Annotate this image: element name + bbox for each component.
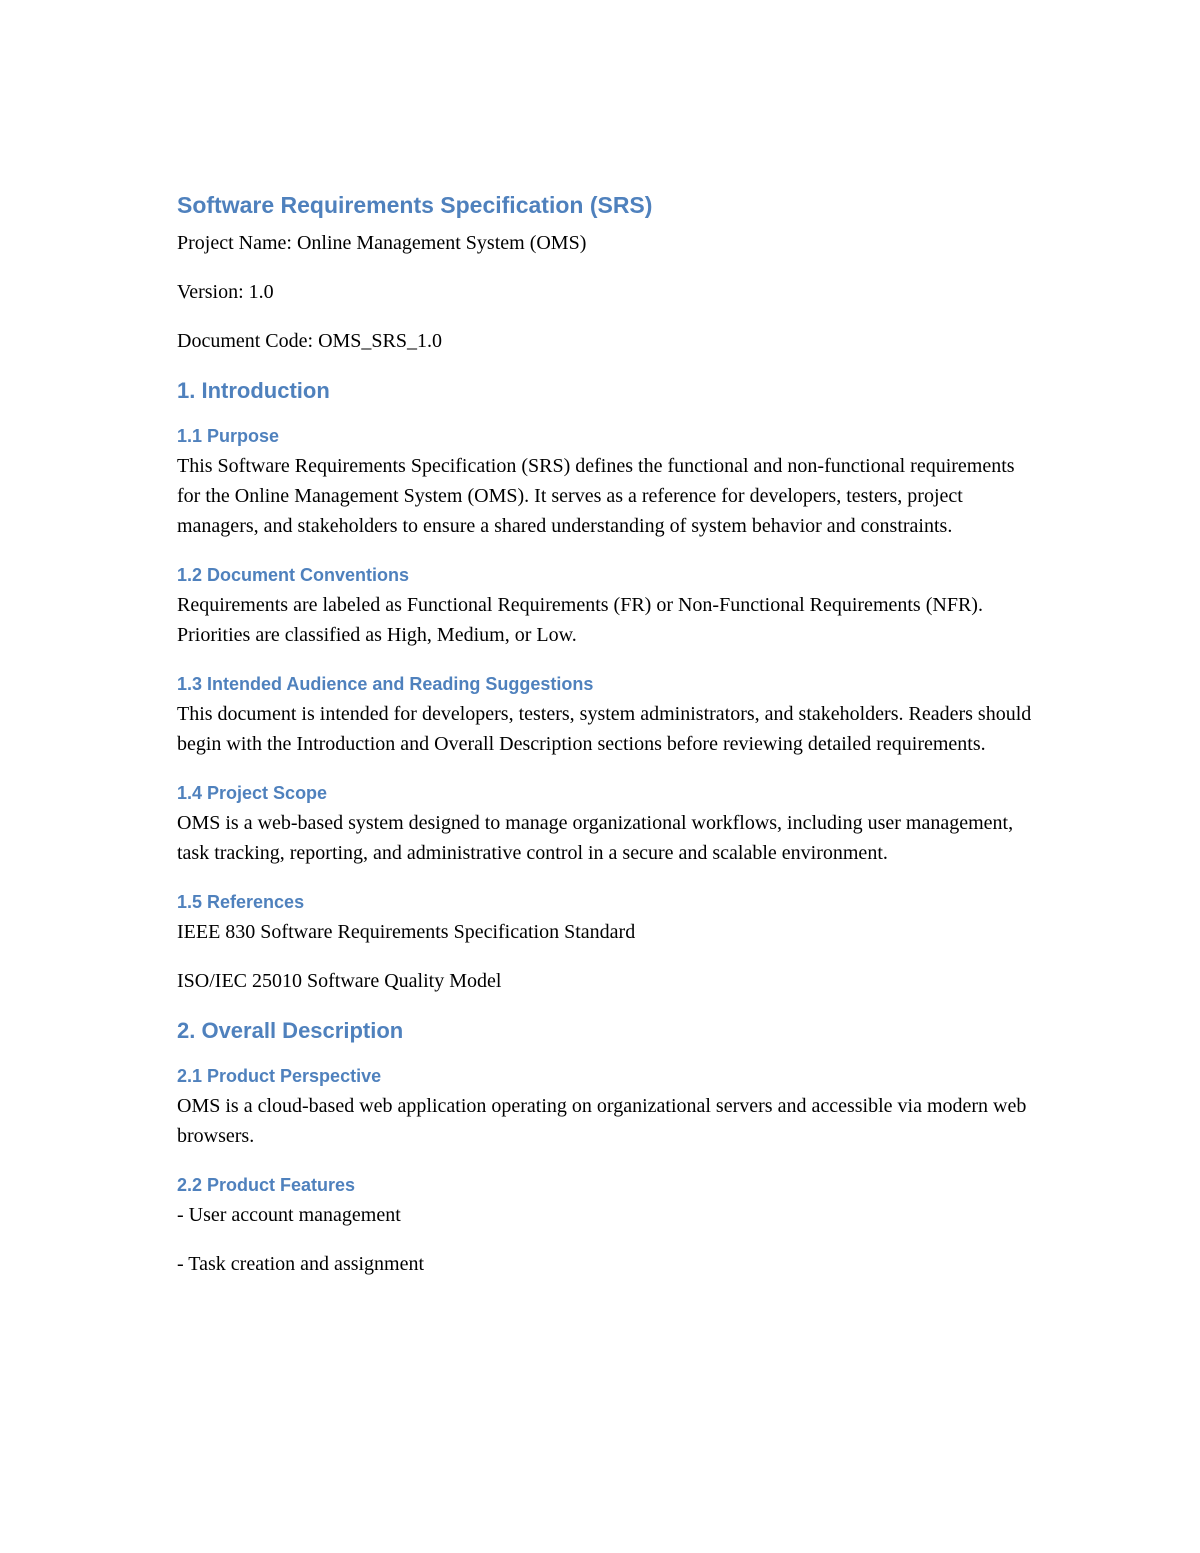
purpose-body: This Software Requirements Specification (SRS) defines the functional and non-functional requirements for the Online Management System (OMS). It serves as a reference for developers, testers, project managers, and stakeholders to ensure a shared understanding of system behavior and constraints. [177,455,1015,537]
subsection-heading-scope: 1.4 Project Scope [177,783,328,803]
reference-item: ISO/IEC 25010 Software Quality Model [177,970,502,992]
conventions-body: Requirements are labeled as Functional Requirements (FR) or Non-Functional Requirements (NFR). Priorities are classified as High, Medium, or Low. [177,594,983,646]
product-perspective-body: OMS is a cloud-based web application operating on organizational servers and accessible via modern web browsers. [177,1095,1027,1147]
reference-item: IEEE 830 Software Requirements Specification Standard [177,921,636,943]
subsection-heading-purpose: 1.1 Purpose [177,426,280,446]
document-page [177,188,1037,1298]
section-heading-overall-description: 2. Overall Description [177,1018,404,1043]
scope-body: OMS is a web-based system designed to manage organizational workflows, including user management, task tracking, reporting, and administrative control in a secure and scalable environment. [177,812,1014,864]
feature-item: - User account management [177,1204,401,1226]
audience-body: This document is intended for developers, testers, system administrators, and stakeholders. Readers should begin with the Introduction and Overall Description sections before reviewing detailed requirements. [177,703,1032,755]
subsection-heading-audience: 1.3 Intended Audience and Reading Suggestions [177,674,594,694]
subsection-heading-references: 1.5 References [177,892,305,912]
document-title: Software Requirements Specification (SRS) [177,192,653,218]
version: Version: 1.0 [177,281,274,303]
feature-item: - Task creation and assignment [177,1253,425,1275]
subsection-heading-product-features: 2.2 Product Features [177,1175,356,1195]
subsection-heading-product-perspective: 2.1 Product Perspective [177,1066,382,1086]
document-code: Document Code: OMS_SRS_1.0 [177,330,443,352]
subsection-heading-conventions: 1.2 Document Conventions [177,565,410,585]
section-heading-introduction: 1. Introduction [177,378,330,403]
project-name: Project Name: Online Management System (OMS) [177,232,587,254]
